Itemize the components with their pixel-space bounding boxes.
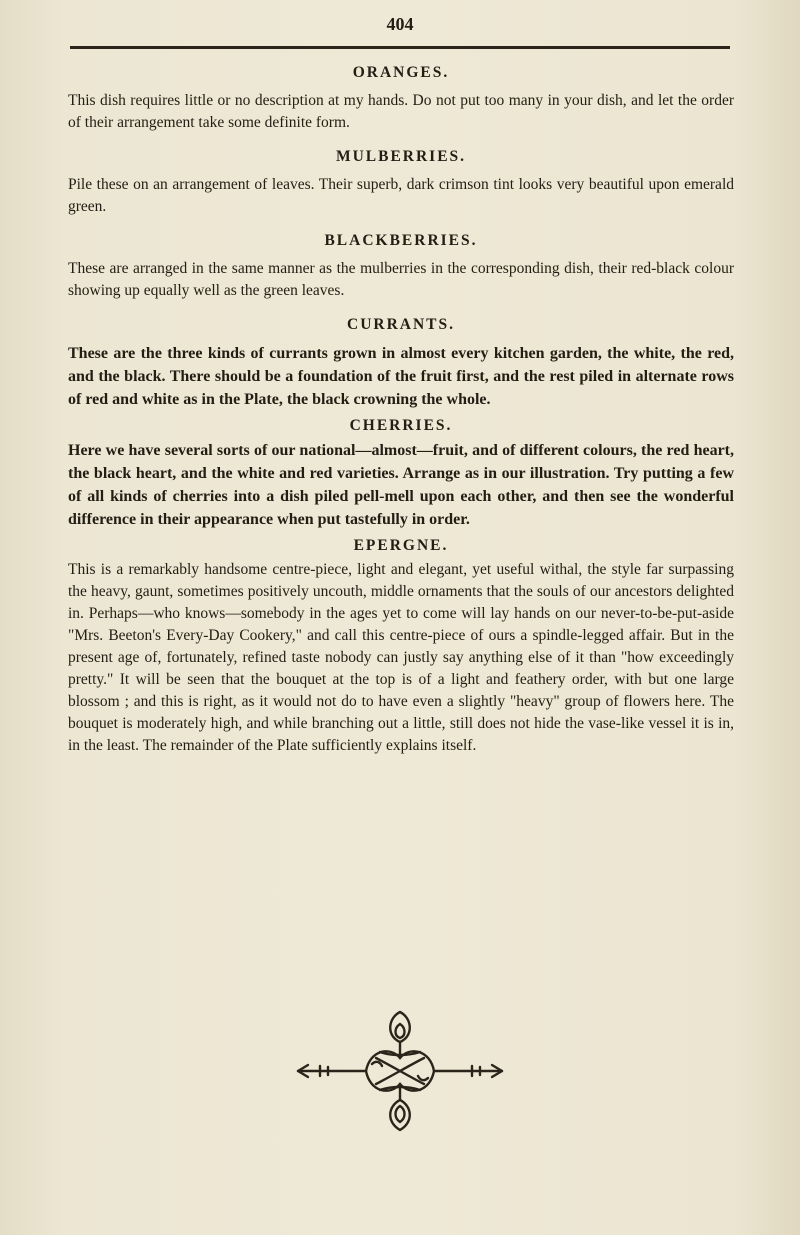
section-text-currants: These are the three kinds of currants grown in almost every kitchen garden, the white, the red, and the black. There should be a foundation of the fruit first, and the rest piled in alternate rows of red and white as in the Plate, the black crowning the whole. [68,345,734,408]
section-heading-cherries: CHERRIES. [349,417,453,434]
section-text-oranges: This dish requires little or no description at my hands. Do not put too many in your dish, and let the order of their arrangement take some definite form. [68,92,734,131]
section-text-mulberries: Pile these on an arrangement of leaves. Their superb, dark crimson tint looks very beautiful upon emerald green. [68,176,734,215]
section-text-epergne: This is a remarkably handsome centre-piece, light and elegant, yet useful withal, the style far surpassing the heavy, gaunt, sometimes positively uncouth, middle ornaments that the souls of our ancestors delighted in. Perhaps—who knows—somebody in the ages yet to come will lay hands on our never-to-be-put-aside "Mrs. Beeton's Every-Day Cookery," and call this centre-piece of ours a spindle-legged affair. But in the present age of, fortunately, refined taste nobody can justly say anything else of it than "how exceedingly pretty." It will be seen that the bouquet at the top is of a light and feathery order, with but one large blossom ; and this is right, as it would not do to have even a slightly "heavy" group of flowers here. The bouquet is moderately high, and while branching out a little, still does not hide the vase-like vessel it is in, in the least. The remainder of the Plate sufficiently explains itself. [68,561,734,754]
section-heading-epergne: EPERGNE. [353,537,449,554]
section-text-cherries: Here we have several sorts of our national—almost—fruit, and of different colours, the red heart, the black heart, and the white and red varieties. Arrange as in our illustration. Try putting a few of all kinds of cherries into a dish piled pell-mell upon each other, and then see the wonderful difference in their appearance when put tastefully in order. [68,442,734,528]
section-heading-oranges: ORANGES. [352,64,450,81]
tailpiece-ornament-icon [280,1006,520,1136]
page-body [68,64,734,757]
section-heading-currants: CURRANTS. [347,316,455,333]
header-rule [70,46,730,49]
section-text-blackberries: These are arranged in the same manner as the mulberries in the corresponding dish, their red-black colour showing up equally well as the green leaves. [68,260,734,299]
page-number: 404 [386,14,414,34]
section-heading-blackberries: BLACKBERRIES. [324,232,478,249]
section-heading-mulberries: MULBERRIES. [335,148,467,165]
